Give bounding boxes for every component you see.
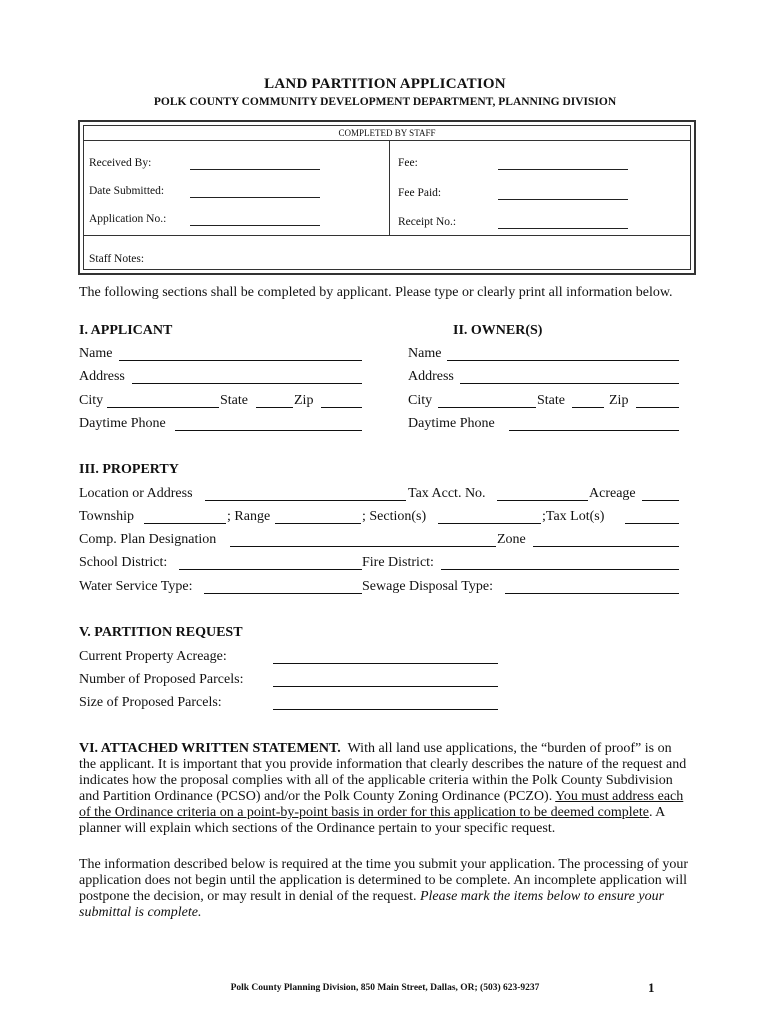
fire-district-label: Fire District: [362,555,434,570]
water-service-field[interactable] [204,593,362,594]
applicant-heading: I. APPLICANT [79,323,173,338]
staff-notes-label: Staff Notes: [89,253,145,265]
owner-state-label: State [537,393,565,408]
num-parcels-label: Number of Proposed Parcels: [79,672,244,687]
current-acreage-field[interactable] [273,663,498,664]
acreage-field[interactable] [642,500,679,501]
footer-address: Polk County Planning Division, 850 Main Street, Dallas, OR; (503) 623-9237 [230,983,540,993]
owner-name-label: Name [408,346,442,361]
applicant-city-label: City [79,393,104,408]
num-parcels-field[interactable] [273,686,498,687]
applicant-address-field[interactable] [132,383,362,384]
partition-heading: V. PARTITION REQUEST [79,625,243,640]
applicant-zip-field[interactable] [321,407,362,408]
location-field[interactable] [205,500,406,501]
staff-box-divider [389,140,390,235]
owner-zip-field[interactable] [636,407,679,408]
page-title: LAND PARTITION APPLICATION [264,76,506,92]
tax-acct-label: Tax Acct. No. [408,486,486,501]
application-no-label: Application No.: [89,213,167,225]
application-no-field[interactable] [190,225,320,226]
section-field[interactable] [438,523,541,524]
location-label: Location or Address [79,486,193,501]
statement-heading: VI. ATTACHED WRITTEN STATEMENT. [79,741,341,756]
size-parcels-label: Size of Proposed Parcels: [79,695,222,710]
applicant-state-label: State [220,393,248,408]
owner-phone-label: Daytime Phone [408,416,495,431]
zone-label: Zone [497,532,526,547]
intro-text: The following sections shall be completed by applicant. Please type or clearly print all information below. [79,285,673,300]
statement-text-underlined: You must address each of the Ordinance criteria on a point-by-point basis in order for this application to be deemed complete [79,789,684,820]
property-heading: III. PROPERTY [79,462,179,477]
fee-field[interactable] [498,169,628,170]
water-service-label: Water Service Type: [79,579,193,594]
township-field[interactable] [144,523,226,524]
owner-state-field[interactable] [572,407,604,408]
school-district-field[interactable] [179,569,362,570]
range-label: ; Range [227,509,271,524]
statement-paragraph [79,741,691,837]
owner-zip-label: Zip [609,393,629,408]
owner-address-field[interactable] [460,383,679,384]
current-acreage-label: Current Property Acreage: [79,649,227,664]
tax-lot-label: ;Tax Lot(s) [542,509,605,524]
statement-text-b: . A planner will explain which sections of the Ordinance pertain to your specific request. [79,805,665,836]
comp-plan-label: Comp. Plan Designation [79,532,217,547]
school-district-label: School District: [79,555,168,570]
owner-phone-field[interactable] [509,430,679,431]
receipt-no-field[interactable] [498,228,628,229]
fee-label: Fee: [398,157,418,169]
range-field[interactable] [275,523,361,524]
size-parcels-field[interactable] [273,709,498,710]
comp-plan-field[interactable] [230,546,496,547]
fee-paid-label: Fee Paid: [398,187,442,199]
owner-address-label: Address [408,369,454,384]
received-by-field[interactable] [190,169,320,170]
staff-box [78,120,696,275]
applicant-state-field[interactable] [256,407,293,408]
acreage-label: Acreage [589,486,636,501]
page-number: 1 [648,980,655,995]
page-subtitle: POLK COUNTY COMMUNITY DEVELOPMENT DEPARTMENT, PLANNING DIVISION [153,96,617,108]
applicant-name-field[interactable] [119,360,362,361]
date-submitted-label: Date Submitted: [89,185,165,197]
applicant-city-field[interactable] [107,407,219,408]
owner-city-field[interactable] [438,407,536,408]
township-label: Township [79,509,135,524]
section-label: ; Section(s) [362,509,427,524]
date-submitted-field[interactable] [190,197,320,198]
staff-box-header: COMPLETED BY STAFF [84,126,690,141]
applicant-phone-field[interactable] [175,430,362,431]
applicant-name-label: Name [79,346,113,361]
staff-box-hdivider [84,235,690,236]
requirements-paragraph [79,857,691,921]
applicant-phone-label: Daytime Phone [79,416,166,431]
owner-city-label: City [408,393,433,408]
tax-lot-field[interactable] [625,523,679,524]
statement-text-a: With all land use applications, the “burden of proof” is on the applicant. It is important that you provide information that clearly describes the nature of the request and indicates how the proposal complies with all of the applicable criteria within the Polk County Subdivision and Partition Ordinance (PCSO) and/or the Polk County Zoning Ordinance (PCZO). [79,741,687,804]
requirements-italic: Please mark the items below to ensure your submittal is complete. [79,889,665,920]
sewage-disposal-label: Sewage Disposal Type: [362,579,493,594]
sewage-disposal-field[interactable] [505,593,679,594]
owner-heading: II. OWNER(S) [453,323,543,338]
tax-acct-field[interactable] [497,500,588,501]
fee-paid-field[interactable] [498,199,628,200]
applicant-zip-label: Zip [294,393,314,408]
applicant-address-label: Address [79,369,125,384]
receipt-no-label: Receipt No.: [398,216,457,228]
zone-field[interactable] [533,546,679,547]
requirements-text: The information described below is required at the time you submit your application. The processing of your application does not begin until the application is determined to be complete. An incomplete application will postpone the decision, or may result in denial of the request. [79,857,688,904]
received-by-label: Received By: [89,157,152,169]
fire-district-field[interactable] [441,569,679,570]
owner-name-field[interactable] [447,360,679,361]
